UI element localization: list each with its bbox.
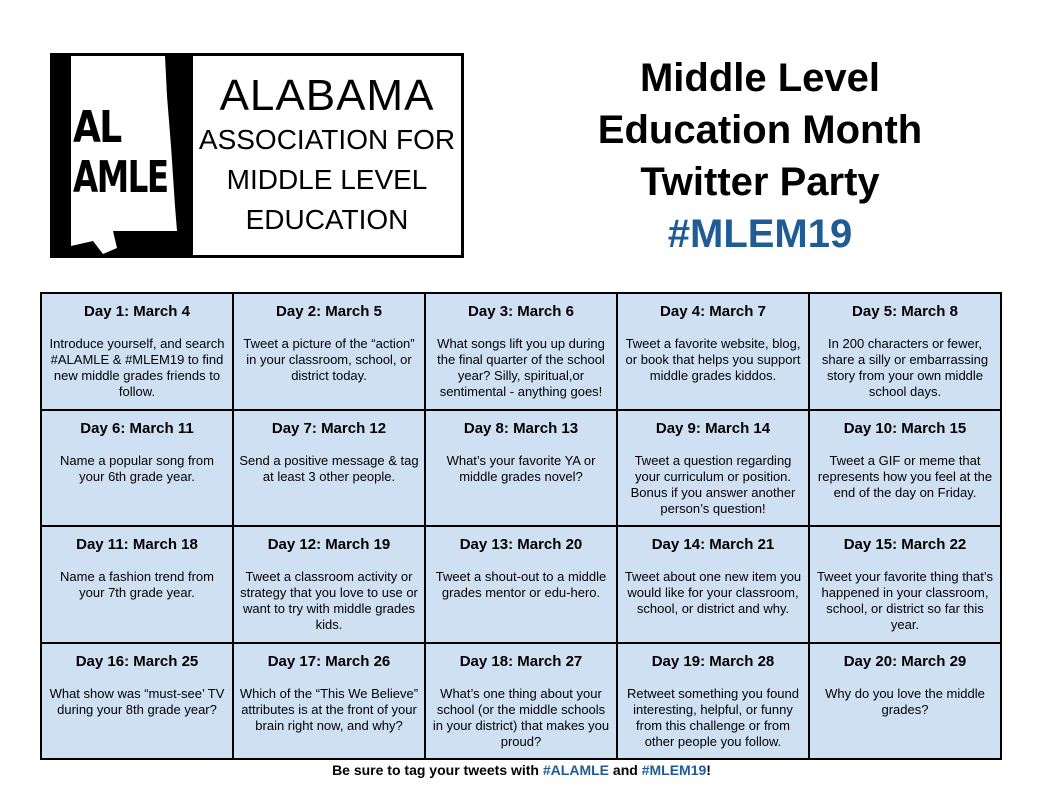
calendar-cell [42,411,232,526]
calendar-cell [426,644,616,759]
footer-suffix: ! [706,762,711,778]
calendar-task-text: Tweet a classroom activity or strategy that you love to use or want to try with middle grades kids. [240,569,418,632]
calendar-day-label: Day 7: March 12 [271,419,387,437]
calendar-day-label: Day 17: March 26 [267,652,391,670]
title-line-2: Education Month [597,108,923,152]
title-line-1: Middle Level [639,56,881,100]
calendar-cell [42,527,232,642]
calendar-day-label: Day 9: March 14 [655,419,771,437]
calendar-cell [42,294,232,409]
calendar-day-label: Day 18: March 27 [459,652,583,670]
calendar-task-text: Tweet your favorite thing that’s happened in your classroom, school, or district so far this year. [816,569,994,632]
calendar-cell [234,294,424,409]
calendar-cell [618,294,808,409]
title-hashtag: #MLEM19 [667,212,853,256]
calendar-day-label: Day 8: March 13 [463,419,579,437]
calendar-task-text: Tweet a shout-out to a middle grades mentor or edu-hero. [435,569,607,600]
calendar-grid [40,292,1002,760]
calendar-task-text: Tweet a question regarding your curriculum or position. Bonus if you answer another person’s question! [630,452,796,516]
calendar-task-text: Send a positive message & tag at least 3 other people. [239,452,419,484]
footer-note [0,762,1043,778]
calendar-day-label: Day 12: March 19 [267,536,391,553]
calendar-cell [234,411,424,526]
calendar-day-label: Day 4: March 7 [660,303,766,320]
calendar-task-text: Introduce yourself, and search #ALAMLE & #MLEM19 to find new middle grades friends to follow. [49,336,225,399]
alamle-logo [50,53,464,258]
calendar-task-text: In 200 characters or fewer, share a silly or embarrassing story from your own middle school days. [821,336,989,399]
calendar-cell [234,527,424,642]
calendar-cell [234,644,424,759]
calendar-cell [426,411,616,526]
logo-line-association: ASSOCIATION FOR [198,123,456,155]
calendar-cell [618,644,808,759]
calendar-day-label: Day 6: March 11 [80,419,194,437]
calendar-cell [810,294,1000,409]
calendar-day-label: Day 16: March 25 [75,652,199,670]
calendar-task-text: Name a popular song from your 6th grade year. [60,452,214,484]
logo-wordmark [193,56,461,255]
alabama-state-mark [53,56,193,255]
calendar-cell [810,411,1000,526]
logo-line-alabama: ALABAMA [219,70,435,120]
calendar-task-text: Name a fashion trend from your 7th grade year. [60,569,214,600]
calendar-task-text: What songs lift you up during the final quarter of the school year? Silly, spiritual,or sentimental - anything goes! [437,336,605,399]
calendar-cell [618,527,808,642]
calendar-cell [426,294,616,409]
calendar-day-label: Day 1: March 4 [84,303,190,320]
calendar-task-text: Retweet something you found interesting, helpful, or funny from this challenge or from other people you follow. [627,685,799,749]
logo-line-education: EDUCATION [245,203,409,235]
calendar-cell [810,644,1000,759]
calendar-day-label: Day 20: March 29 [843,652,967,670]
calendar-day-label: Day 3: March 6 [468,303,574,320]
calendar-day-label: Day 2: March 5 [276,303,382,320]
footer-hashtag-mlem19: #MLEM19 [641,762,707,778]
calendar-cell [42,644,232,759]
logo-mark-al: AL [73,102,121,153]
calendar-task-text: What show was “must-see’ TV during your 8th grade year? [49,685,225,717]
calendar-task-text: What’s one thing about your school (or the middle schools in your district) that makes you proud? [432,685,610,749]
calendar-day-label: Day 13: March 20 [459,536,583,553]
calendar-cell [426,527,616,642]
calendar-day-label: Day 10: March 15 [843,419,967,437]
calendar-task-text: Why do you love the middle grades? [825,685,985,717]
calendar-task-text: Tweet a picture of the “action” in your classroom, school, or district today. [243,336,415,383]
calendar-task-text: Tweet a favorite website, blog, or book that helps you support middle grades kiddos. [625,336,801,383]
calendar-task-text: What’s your favorite YA or middle grades novel? [446,452,596,484]
calendar-day-label: Day 14: March 21 [651,536,775,553]
calendar-cell [618,411,808,526]
title-line-3: Twitter Party [640,160,880,204]
calendar-task-text: Tweet a GIF or meme that represents how you feel at the end of the day on Friday. [817,452,993,500]
page-title [555,52,965,260]
calendar-day-label: Day 11: March 18 [76,536,198,553]
footer-hashtag-alamle: #ALAMLE [542,762,610,778]
calendar-task-text: Tweet about one new item you would like for your classroom, school, or district and why. [624,569,802,616]
calendar-day-label: Day 5: March 8 [852,303,958,320]
calendar-cell [810,527,1000,642]
footer-prefix: Be sure to tag your tweets with [332,762,543,778]
calendar-task-text: Which of the “This We Believe” attributes is at the front of your brain right now, and why? [239,685,419,733]
logo-mark-amle: AMLE [73,152,168,203]
footer-middle: and [609,762,642,778]
logo-line-middle-level: MIDDLE LEVEL [226,163,428,195]
calendar-day-label: Day 15: March 22 [843,536,967,553]
calendar-day-label: Day 19: March 28 [651,652,775,670]
